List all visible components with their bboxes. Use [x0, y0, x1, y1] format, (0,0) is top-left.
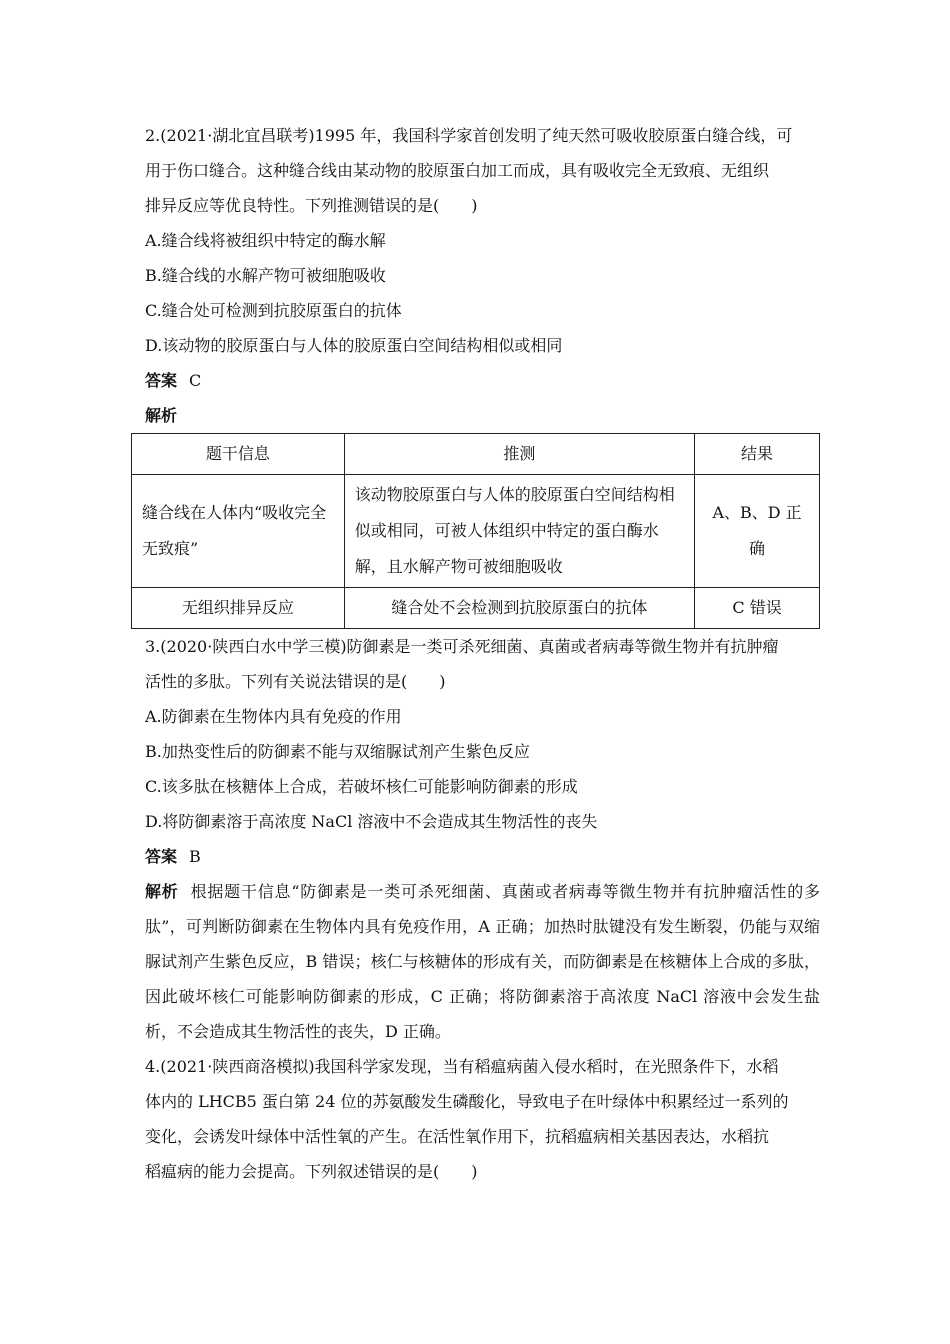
question-2 [142, 118, 820, 629]
table-header-cell: 结果 [695, 434, 820, 475]
table-header-cell: 推测 [344, 434, 694, 475]
table-row [132, 588, 820, 629]
question-stem-line: 用于伤口缝合。这种缝合线由某动物的胶原蛋白加工而成，具有吸收完全无致痕、无组织 [145, 161, 770, 180]
answer-line [145, 363, 820, 398]
table-cell-result: C 错误 [695, 588, 820, 629]
question-stem-line: 2.(2021·湖北宜昌联考)1995 年，我国科学家首创发明了纯天然可吸收胶原蛋白缝合线，可 [145, 126, 793, 145]
analysis-text: 根据题干信息“防御素是一类可杀死细菌、真菌或者病毒等微生物并有抗肿瘤活性的多肽”，可判断防御素在生物体内具有免疫作用，A 正确；加热时肽键没有发生断裂，仍能与双缩脲试剂产生紫色反应，B 错误；核仁与核糖体的形成有关，而防御素是在核糖体上合成的多肽，因此破坏核仁可能影响防御素的形成，C 正确；将防御素溶于高浓度 NaCl 溶液中会发生盐析，不会造成其生物活性的丧失，D 正确。 [145, 882, 820, 1041]
answer-line [145, 839, 820, 874]
table-header-row [132, 434, 820, 475]
question-stem-line: 3.(2020·陕西白水中学三模)防御素是一类可杀死细菌、真菌或者病毒等微生物并有抗肿瘤 [145, 637, 779, 656]
option-d: D.该动物的胶原蛋白与人体的胶原蛋白空间结构相似或相同 [145, 336, 563, 355]
question-stem-line: 稻瘟病的能力会提高。下列叙述错误的是( ) [145, 1162, 478, 1181]
option-c: C.该多肽在核糖体上合成，若破坏核仁可能影响防御素的形成 [145, 777, 578, 796]
table-row [132, 475, 820, 588]
option-d: D.将防御素溶于高浓度 NaCl 溶液中不会造成其生物活性的丧失 [145, 812, 598, 831]
option-a: A.防御素在生物体内具有免疫的作用 [145, 707, 402, 726]
option-c: C.缝合处可检测到抗胶原蛋白的抗体 [145, 301, 402, 320]
analysis-paragraph [145, 874, 820, 1049]
answer-value: B [189, 847, 201, 866]
table-cell-guess: 缝合处不会检测到抗胶原蛋白的抗体 [344, 588, 694, 629]
table-cell-result: A、B、D 正确 [695, 475, 820, 588]
answer-label: 答案 [145, 371, 178, 390]
option-a: A.缝合线将被组织中特定的酶水解 [145, 231, 386, 250]
answer-value: C [189, 371, 202, 390]
option-b: B.加热变性后的防御素不能与双缩脲试剂产生紫色反应 [145, 742, 530, 761]
answer-label: 答案 [145, 847, 178, 866]
analysis-label: 解析 [145, 882, 179, 901]
question-stem-line: 变化，会诱发叶绿体中活性氧的产生。在活性氧作用下，抗稻瘟病相关基因表达，水稻抗 [145, 1127, 770, 1146]
analysis-table [131, 433, 820, 629]
analysis-label: 解析 [145, 406, 178, 425]
question-stem-line: 活性的多肽。下列有关说法错误的是( ) [145, 672, 446, 691]
option-b: B.缝合线的水解产物可被细胞吸收 [145, 266, 386, 285]
document-page [142, 118, 820, 1189]
question-4 [145, 1049, 820, 1189]
question-stem-line: 体内的 LHCB5 蛋白第 24 位的苏氨酸发生磷酸化，导致电子在叶绿体中积累经过一系列的 [145, 1092, 789, 1111]
table-header-cell: 题干信息 [132, 434, 345, 475]
table-cell-guess: 该动物胶原蛋白与人体的胶原蛋白空间结构相似或相同，可被人体组织中特定的蛋白酶水解，且水解产物可被细胞吸收 [344, 475, 694, 588]
question-stem-line: 排异反应等优良特性。下列推测错误的是( ) [145, 196, 478, 215]
table-cell-info: 缝合线在人体内“吸收完全无致痕” [132, 475, 345, 588]
question-3 [145, 629, 820, 1049]
analysis-line [145, 398, 820, 433]
table-cell-info: 无组织排异反应 [132, 588, 345, 629]
question-stem-line: 4.(2021·陕西商洛模拟)我国科学家发现，当有稻瘟病菌入侵水稻时，在光照条件下，水稻 [145, 1057, 779, 1076]
